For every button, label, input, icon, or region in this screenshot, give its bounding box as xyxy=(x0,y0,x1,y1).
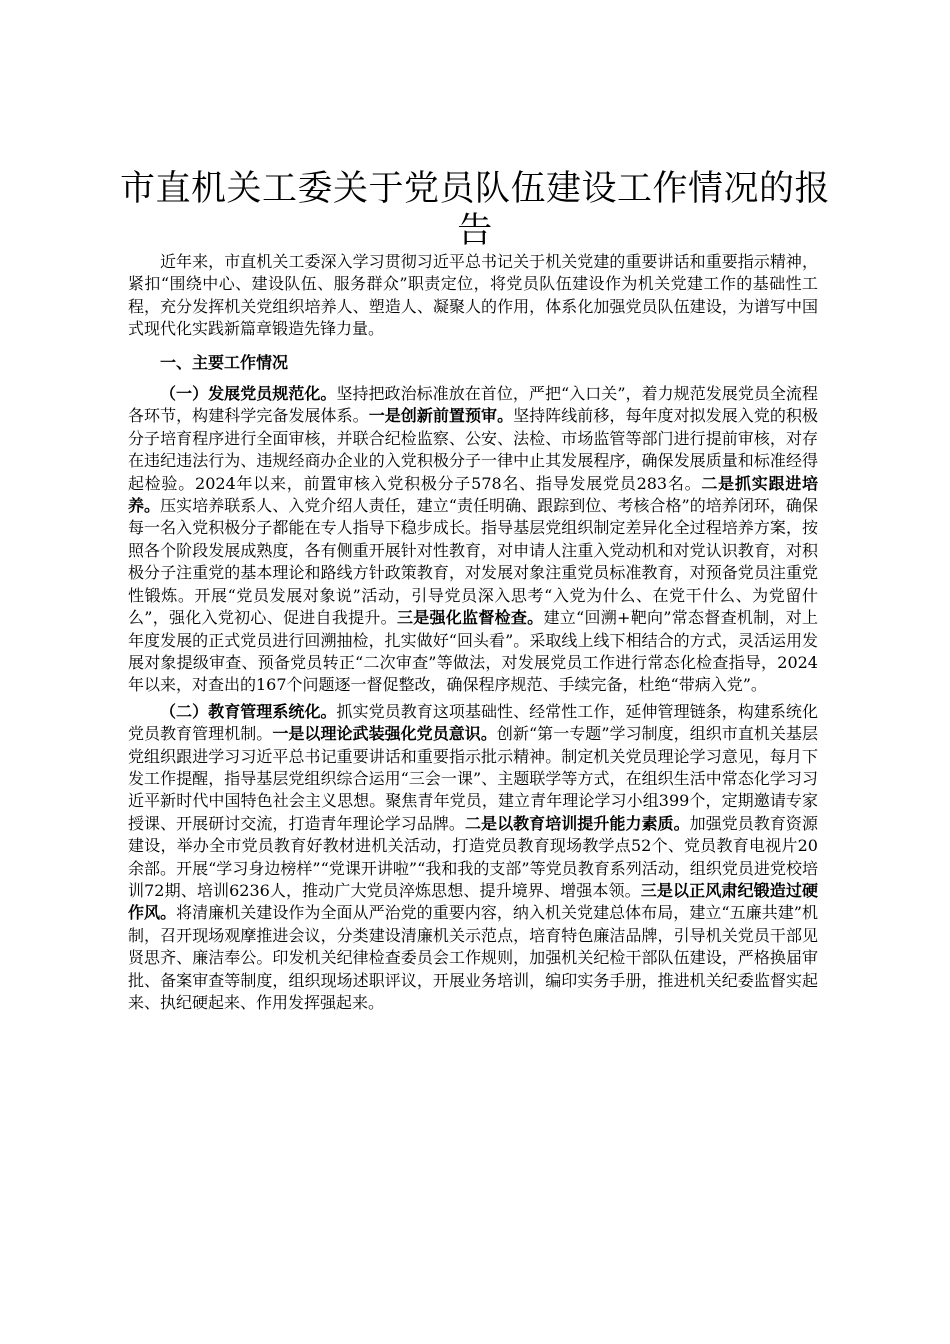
subheading: （一）发展党员规范化。 xyxy=(160,384,337,404)
paragraph-text: 坚持把政治标准放在首位，严把“入口关”，着力规范发展党员全流程各环节，构建科学完备发展体系。 xyxy=(128,384,818,426)
key-point: 一是以理论武装强化党员意识。 xyxy=(272,724,497,744)
document-title: 市直机关工委关于党员队伍建设工作情况的报告 xyxy=(119,169,830,251)
paragraph-party-development xyxy=(128,383,818,697)
intro-paragraph: 近年来，市直机关工委深入学习贯彻习近平总书记关于机关党建的重要讲话和重要指示精神，紧扣“围绕中心、建设队伍、服务群众”职责定位，将党员队伍建设作为机关党建工作的基础性工程，充分发挥机关党组织培养人、塑造人、凝聚人的作用，体系化加强党员队伍建设，为谱写中国式现代化实践新篇章锻造先锋力量。 xyxy=(128,252,818,339)
paragraph-text: 坚持阵线前移，每年度对拟发展入党的积极分子培育程序进行全面审核，并联合纪检监察、公安、法检、市场监管等部门进行提前审核，对存在违纪违法行为、违规经商办企业的入党积极分子一律中止其发展程序，确保发展质量和标准经得起检验。2024年以来，前置审核入党积极分子578名、指导发展党员283名。 xyxy=(128,406,818,493)
key-point: 三是强化监督检查。 xyxy=(396,608,544,628)
subheading: （二）教育管理系统化。 xyxy=(160,701,337,721)
key-point: 一是创新前置预审。 xyxy=(368,406,514,426)
paragraph-text: 抓实党员教育这项基础性、经常性工作，延伸管理链条，构建系统化党员教育管理机制。 xyxy=(128,701,818,744)
key-point: 二是以教育培训提升能力素质。 xyxy=(464,813,690,833)
paragraph-text: 压实培养联系人、入党介绍人责任，建立“责任明确、跟踪到位、考核合格”的培养闭环，确保每一名入党积极分子都能在专人指导下稳步成长。指导基层党组织制定差异化全过程培养方案，按照各个阶段发展成熟度，各有侧重开展针对性教育，对申请人注重入党动机和对党认识教育，对积极分子注重党的基本理论和路线方针政策教育，对发展对象注重党员标准教育，对预备党员注重党性锻炼。开展“党员发展对象说”活动，引导党员深入思考“入党为什么、在党干什么、为党留什么”，强化入党初心、促进自我提升。 xyxy=(128,496,818,628)
paragraph-education-management xyxy=(128,701,818,1015)
document-body xyxy=(128,251,818,1014)
paragraph-text: 创新“第一专题”学习制度，组织市直机关基层党组织跟进学习习近平总书记重要讲话和重要指示批示精神。制定机关党员理论学习意见，每月下发工作提醒，指导基层党组织综合运用“三会一课”、主题联学等方式，在组织生活中常态化学习习近平新时代中国特色社会主义思想。聚焦青年党员，建立青年理论学习小组399个，定期邀请专家授课、开展研讨交流，打造青年理论学习品牌。 xyxy=(128,724,818,833)
key-point: 三是以正风肃纪锻造过硬作风。 xyxy=(128,880,818,923)
paragraph-text: 建立“回溯+靶向”常态督查机制，对上年度发展的正式党员进行回溯抽检，扎实做好“回头看”。采取线上线下相结合的方式，灵活运用发展对象提级审查、预备党员转正“二次审查”等做法，对发展党员工作进行常态化检查指导，2024年以来，对查出的167个问题逐一督促整改，确保程序规范、手续完备，杜绝“带病入党”。 xyxy=(128,608,818,695)
section-heading: 一、主要工作情况 xyxy=(160,352,289,372)
key-point: 二是抓实跟进培养。 xyxy=(128,473,818,516)
paragraph-text: 加强党员教育资源建设，举办全市党员教育好教材进机关活动，打造党员教育现场教学点52个、党员教育电视片20余部。开展“学习身边榜样”“党课开讲啦”“我和我的支部”等党员教育系列活动，组织党员进党校培训72期、培训6236人，推动广大党员淬炼思想、提升境界、增强本领。 xyxy=(128,813,818,900)
paragraph-text: 将清廉机关建设作为全面从严治党的重要内容，纳入机关党建总体布局，建立“五廉共建”机制，召开现场观摩推进会议，分类建设清廉机关示范点，培育特色廉洁品牌，引导机关党员干部见贤思齐、廉洁奉公。印发机关纪律检查委员会工作规则，加强机关纪检干部队伍建设，严格换届审批、备案审查等制度，组织现场述职评议，开展业务培训，编印实务手册，推进机关纪委监督实起来、执纪硬起来、作用发挥强起来。 xyxy=(128,903,818,1012)
